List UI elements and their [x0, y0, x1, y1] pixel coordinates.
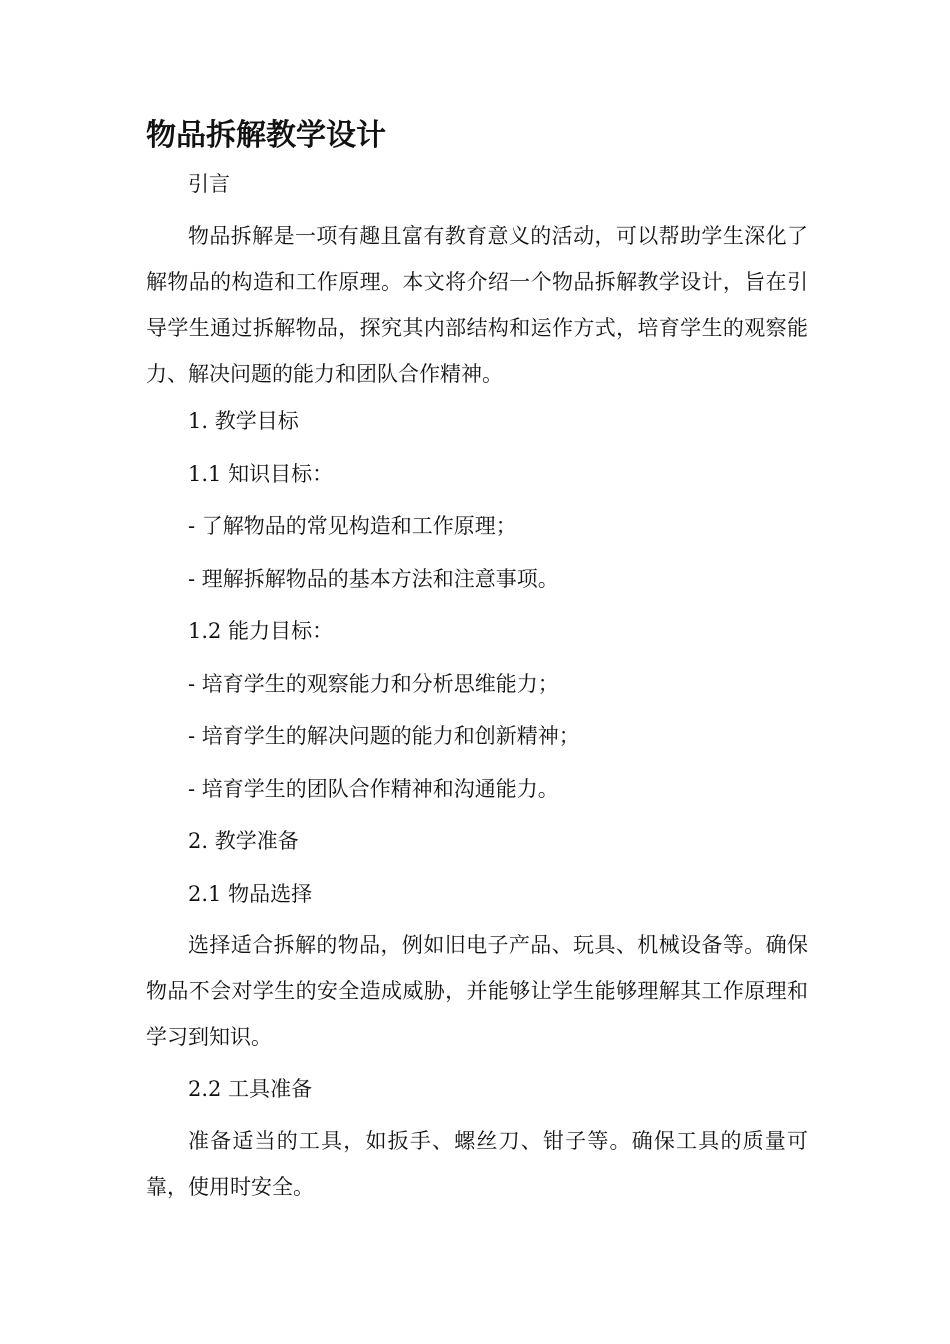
- ability-item: - 培育学生的解决问题的能力和创新精神；: [188, 724, 580, 748]
- knowledge-item: - 理解拆解物品的基本方法和注意事项。: [188, 567, 559, 591]
- section-2-1-heading: 2.1 物品选择: [188, 882, 313, 906]
- section-2-2-heading: 2.2 工具准备: [188, 1077, 313, 1101]
- section-1-2-heading: 1.2 能力目标：: [188, 619, 334, 643]
- intro-paragraph: 物品拆解是一项有趣且富有教育意义的活动，可以帮助学生深化了解物品的构造和工作原理。本文将介绍一个物品拆解教学设计，旨在引导学生通过拆解物品，探究其内部结构和运作方式，培育学生的观察能力、解决问题的能力和团队合作精神。: [146, 224, 808, 386]
- section-1-1-heading: 1.1 知识目标：: [188, 462, 334, 486]
- section-2-heading: 2. 教学准备: [188, 829, 299, 853]
- document-title: 物品拆解教学设计: [146, 118, 386, 153]
- section-2-1-paragraph: 选择适合拆解的物品，例如旧电子产品、玩具、机械设备等。确保物品不会对学生的安全造成威胁，并能够让学生能够理解其工作原理和学习到知识。: [146, 933, 808, 1049]
- ability-item: - 培育学生的观察能力和分析思维能力；: [188, 672, 559, 696]
- intro-heading: 引言: [188, 172, 230, 196]
- section-1-heading: 1. 教学目标: [188, 409, 299, 433]
- ability-item: - 培育学生的团队合作精神和沟通能力。: [188, 777, 559, 801]
- knowledge-item: - 了解物品的常见构造和工作原理；: [188, 514, 517, 538]
- section-2-2-paragraph: 准备适当的工具，如扳手、螺丝刀、钳子等。确保工具的质量可靠，使用时安全。: [146, 1129, 808, 1199]
